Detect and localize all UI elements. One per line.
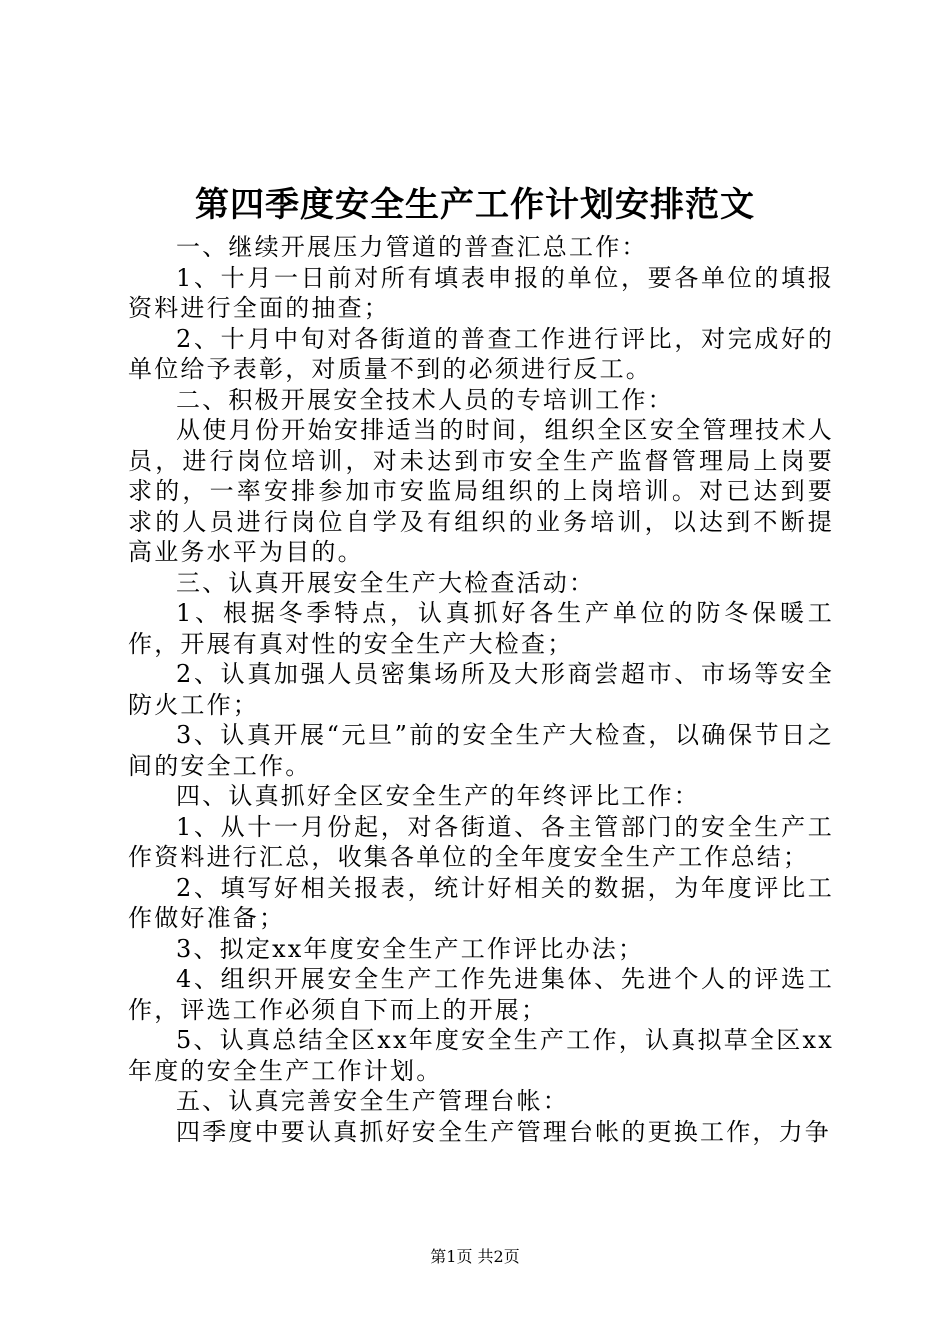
document-body — [128, 232, 834, 1147]
paragraph: 从使月份开始安排适当的时间，组织全区安全管理技术人员，进行岗位培训，对未达到市安全生产监督管理局上岗要求的，一率安排参加市安监局组织的上岗培训。对已达到要求的人员进行岗位自学及有组织的业务培训，以达到不断提高业务水平为目的。 — [128, 416, 834, 566]
paragraph: 2、认真加强人员密集场所及大形商尝超市、市场等安全防火工作； — [128, 660, 834, 719]
document-title: 第四季度安全生产工作计划安排范文 — [195, 185, 755, 225]
paragraph: 4、组织开展安全生产工作先进集体、先进个人的评选工作，评选工作必须自下而上的开展； — [128, 965, 834, 1024]
paragraph: 五、认真完善安全生产管理台帐： — [176, 1087, 569, 1115]
paragraph: 3、拟定xx年度安全生产工作评比办法； — [176, 934, 645, 963]
paragraph: 1、从十一月份起，对各街道、各主管部门的安全生产工作资料进行汇总，收集各单位的全年度安全生产工作总结； — [128, 812, 834, 871]
paragraph: 5、认真总结全区xx年度安全生产工作，认真拟草全区xx年度的安全生产工作计划。 — [128, 1026, 834, 1085]
paragraph: 四、认真抓好全区安全生产的年终评比工作： — [176, 782, 700, 810]
paragraph: 3、认真开展“元旦”前的安全生产大检查，以确保节日之间的安全工作。 — [128, 721, 834, 780]
paragraph: 1、根据冬季特点，认真抓好各生产单位的防冬保暖工作，开展有真对性的安全生产大检查； — [128, 599, 834, 658]
paragraph: 四季度中要认真抓好安全生产管理台帐的更换工作，力争 — [176, 1117, 831, 1146]
paragraph: 一、继续开展压力管道的普查汇总工作： — [176, 233, 648, 261]
paragraph: 二、积极开展安全技术人员的专培训工作： — [176, 385, 674, 414]
page-number-footer: 第1页 共2页 — [430, 1247, 520, 1266]
paragraph: 2、填写好相关报表，统计好相关的数据，为年度评比工作做好准备； — [128, 873, 834, 932]
paragraph: 三、认真开展安全生产大检查活动： — [176, 568, 596, 597]
paragraph: 1、十月一日前对所有填表申报的单位，要各单位的填报资料进行全面的抽查； — [128, 263, 834, 322]
paragraph: 2、十月中旬对各街道的普查工作进行评比，对完成好的单位给予表彰，对质量不到的必须进行反工。 — [128, 324, 834, 383]
